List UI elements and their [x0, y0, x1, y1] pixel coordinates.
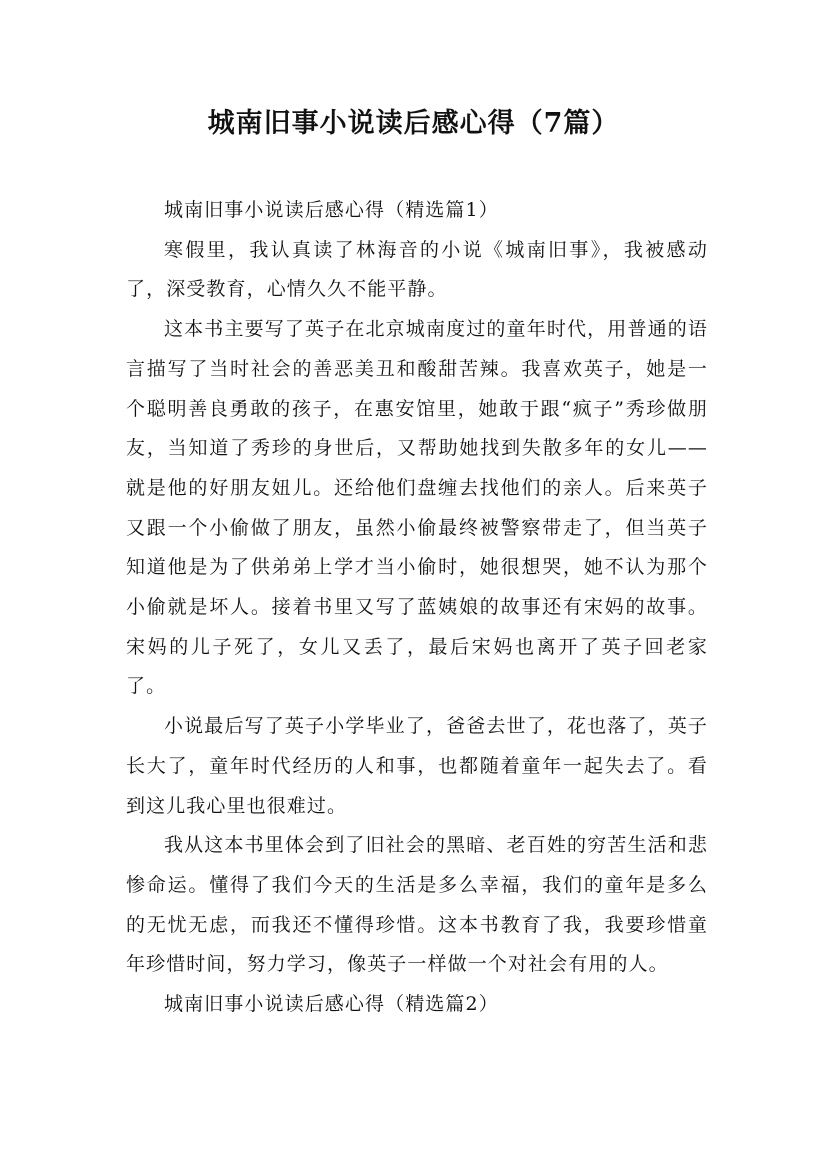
document-body	[126, 191, 708, 1025]
paragraph: 寒假里，我认真读了林海音的小说《城南旧事》，我被感动了，深受教育，心情久久不能平静。	[126, 238, 708, 301]
paragraph: 我从这本书里体会到了旧社会的黑暗、老百姓的穷苦生活和悲惨命运。懂得了我们今天的生活是多么幸福，我们的童年是多么的无忧无虑，而我还不懂得珍惜。这本书教育了我，我要珍惜童年珍惜时间，努力学习，像英子一样做一个对社会有用的人。	[126, 834, 708, 976]
section-heading-1: 城南旧事小说读后感心得（精选篇1）	[164, 199, 499, 221]
paragraph: 小说最后写了英子小学毕业了，爸爸去世了，花也落了，英子长大了，童年时代经历的人和事，也都随着童年一起失去了。看到这儿我心里也很难过。	[126, 715, 708, 817]
document-title: 城南旧事小说读后感心得（7篇）	[207, 108, 620, 139]
section-heading-2: 城南旧事小说读后感心得（精选篇2）	[164, 993, 499, 1016]
paragraph: 这本书主要写了英子在北京城南度过的童年时代，用普通的语言描写了当时社会的善恶美丑和酸甜苦辣。我喜欢英子，她是一个聪明善良勇敢的孩子，在惠安馆里，她敢于跟“疯子”秀珍做朋友，当知道了秀珍的身世后，又帮助她找到失散多年的女儿——就是他的好朋友妞儿。还给他们盘缠去找他们的亲人。后来英子又跟一个小偷做了朋友，虽然小偷最终被警察带走了，但当英子知道他是为了供弟弟上学才当小偷时，她很想哭，她不认为那个小偷就是坏人。接着书里又写了蓝姨娘的故事还有宋妈的故事。宋妈的儿子死了，女儿又丢了，最后宋妈也离开了英子回老家了。	[126, 318, 708, 698]
